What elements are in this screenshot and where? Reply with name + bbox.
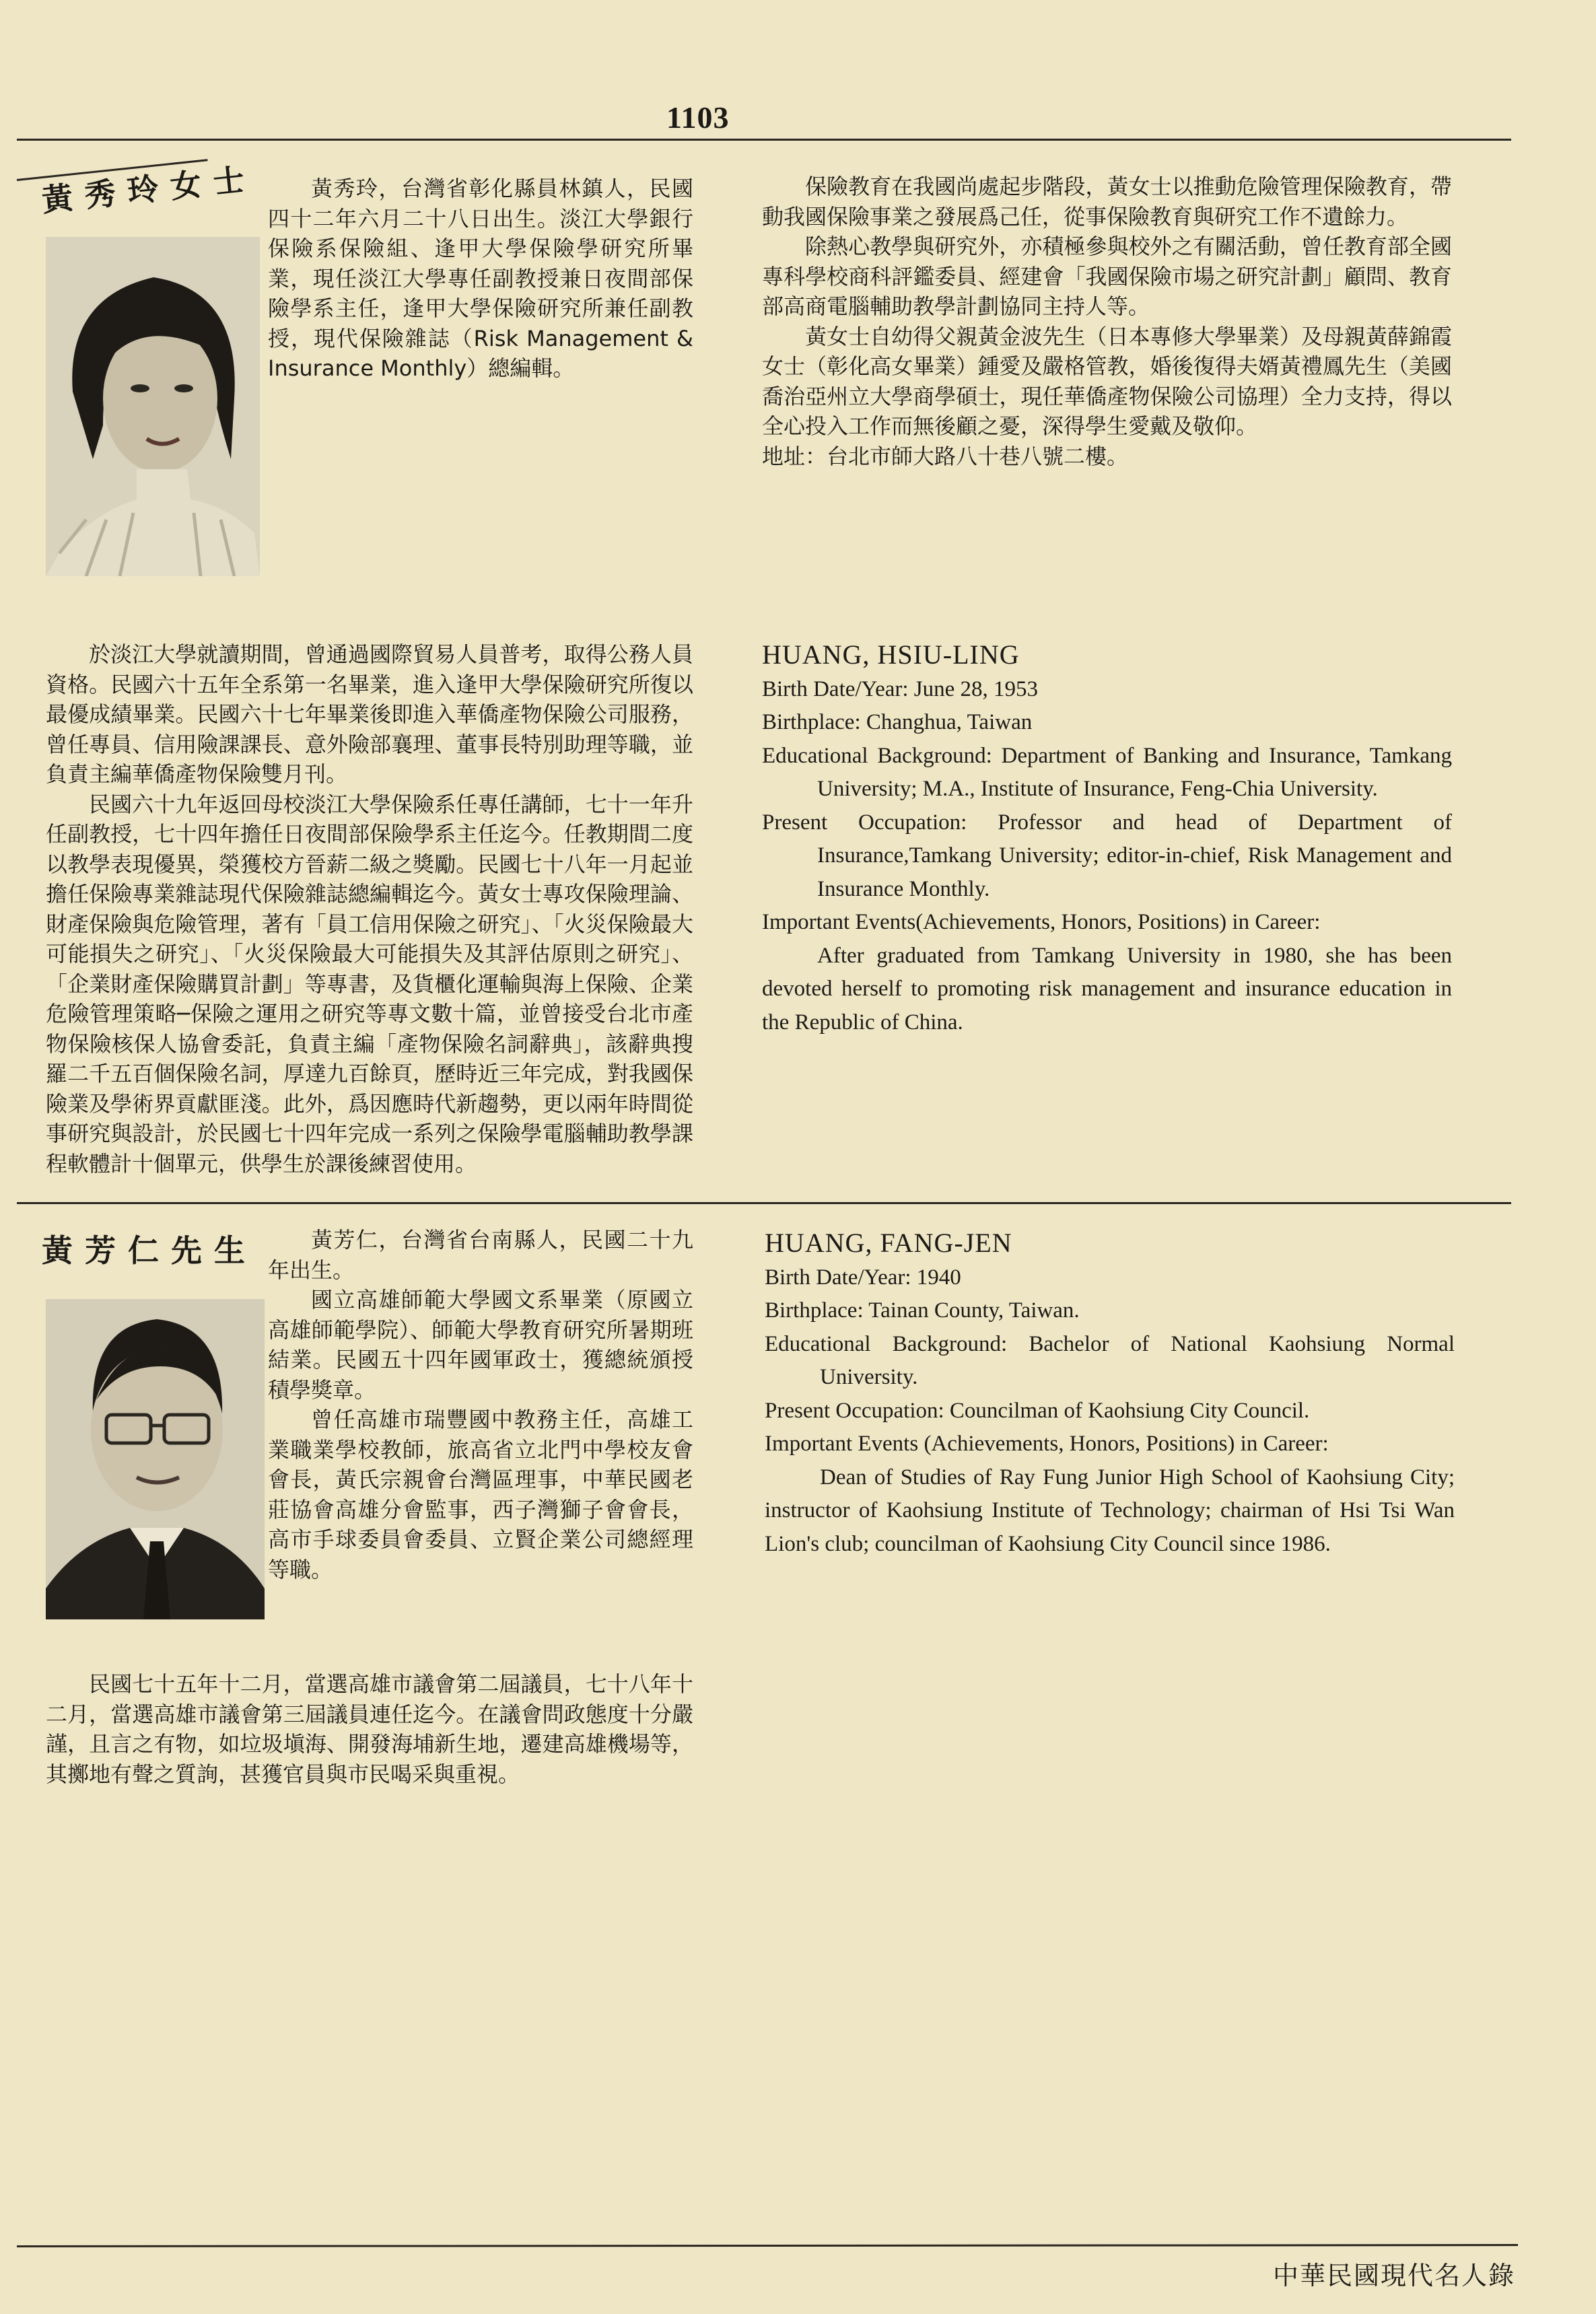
entry-1-birthplace: Birthplace: Changhua, Taiwan	[762, 710, 1033, 734]
page-number: 1103	[666, 100, 730, 135]
entry-1-zh-paragraph-3: 民國六十九年返回母校淡江大學保險系任專任講師，七十一年升任副教授，七十四年擔任日夜間部保險學系主任迄今。任教期間二度以教學表現優異，榮獲校方晉薪二級之獎勵。民國七十八年一月起並擔任保險專業雜誌現代保險雜誌總編輯迄今。黃女士專攻保險理論、財產保險與危險管理，著有「員工信用保險之研究」、「火災保險最大可能損失之研究」、「火災保險最大可能損失及其評估原則之研究」、「企業財產保險購買計劃」等專書，及貨櫃化運輸與海上保險、企業危險管理策略─保險之運用之研究等專文數十篇，並曾接受台北市產物保險核保人協會委託，負責主編「產物保險名詞辭典」，該辭典搜羅二千五百個保險名詞，厚達九百餘頁，歷時近三年完成，對我國保險業及學術界貢獻匪淺。此外，爲因應時代新趨勢，更以兩年時間從事研究與設計，於民國七十四年完成一系列之保險學電腦輔助教學課程軟體計十個單元，供學生於課後練習使用。	[46, 791, 693, 1177]
entry-2-events-label: Important Events (Achievements, Honors, Positions) in Career:	[765, 1432, 1329, 1456]
entry-2-english-name: HUANG, FANG-JEN	[765, 1228, 1012, 1258]
entry-1-zh-paragraph-5: 除熱心教學與研究外，亦積極參與校外之有關活動，曾任教育部全國專科學校商科評鑑委員、經建會「我國保險市場之研究計劃」顧問、教育部高商電腦輔助教學計劃協同主持人等。	[762, 234, 1452, 319]
entry-1-chinese-bio-top	[268, 174, 693, 384]
entry-1-chinese-bio-bottom	[46, 639, 693, 1179]
entry-2-portrait-photo	[46, 1299, 265, 1619]
entry-2-career-summary: Dean of Studies of Ray Fung Junior High School of Kaohsiung City; instructor of Kaohsiung Institute of Technology; chairman of Hsi Tsi Wan Lion's club; councilman of Kaohsiung City Council since 1986.	[765, 1465, 1455, 1556]
entry-2-birth-date: Birth Date/Year: 1940	[765, 1265, 961, 1290]
entry-2-zh-paragraph-3: 曾任高雄市瑞豐國中教務主任，高雄工業職業學校教師，旅高省立北門中學校友會會長，黃氏宗親會台灣區理事，中華民國老莊協會高雄分會監事，西子灣獅子會會長，高市手球委員會委員、立賢企業公司總經理等職。	[268, 1407, 693, 1582]
entry-2-zh-paragraph-4: 民國七十五年十二月，當選高雄市議會第二屆議員，七十八年十二月，當選高雄市議會第三屆議員連任迄今。在議會問政態度十分嚴謹，且言之有物，如垃圾塡海、開發海埔新生地，遷建高雄機場等，其擲地有聲之質詢，甚獲官員與市民喝采與重視。	[46, 1671, 693, 1787]
entry-1-english-profile	[762, 638, 1452, 1039]
entry-1-english-name: HUANG, HSIU-LING	[762, 639, 1020, 670]
entry-1-portrait-photo	[46, 237, 260, 576]
footer-rule	[17, 2244, 1518, 2247]
entry-1-chinese-name: 黃秀玲女士	[40, 160, 258, 219]
entry-2-chinese-name: 黃芳仁先生	[42, 1232, 257, 1269]
entry-1-events-label: Important Events(Achievements, Honors, Positions) in Career:	[762, 910, 1321, 934]
entry-1-zh-paragraph-1: 黃秀玲，台灣省彰化縣員林鎮人，民國四十二年六月二十八日出生。淡江大學銀行保險系保險組、逢甲大學保險學研究所畢業，現任淡江大學專任副教授兼日夜間部保險學系主任，逢甲大學保險研究所兼任副教授，現代保險雜誌（Risk Management & Insurance Monthly）總編輯。	[268, 176, 693, 381]
entry-2-chinese-bio-top	[268, 1225, 693, 1584]
header-rule	[17, 139, 1511, 141]
entry-1-occupation: Present Occupation: Professor and head of Department of Insurance,Tamkang University; editor-in-chief, Risk Management and Insurance Monthly.	[762, 810, 1452, 901]
entry-1-address: 地址：台北市師大路八十巷八號二樓。	[762, 443, 1129, 469]
entry-2-occupation: Present Occupation: Councilman of Kaohsiung City Council.	[765, 1398, 1310, 1423]
entry-1-education: Educational Background: Department of Banking and Insurance, Tamkang University; M.A., Institute of Insurance, Feng-Chia University.	[762, 743, 1452, 801]
entry-1-zh-paragraph-6: 黃女士自幼得父親黃金波先生（日本專修大學畢業）及母親黃薛錦霞女士（彰化高女畢業）鍾愛及嚴格管教，婚後復得夫婿黃禮鳳先生（美國喬治亞州立大學商學碩士，現任華僑產物保險公司協理）全力支持，得以全心投入工作而無後顧之憂，深得學生愛戴及敬仰。	[762, 323, 1452, 439]
entry-2-education: Educational Background: Bachelor of National Kaohsiung Normal University.	[765, 1331, 1455, 1389]
entry-2-chinese-bio-bottom	[46, 1669, 693, 1789]
entry-divider-rule	[17, 1202, 1511, 1204]
entry-1-zh-paragraph-2: 於淡江大學就讀期間，曾通過國際貿易人員普考，取得公務人員資格。民國六十五年全系第一名畢業，進入逢甲大學保險研究所復以最優成績畢業。民國六十七年畢業後即進入華僑產物保險公司服務，曾任專員、信用險課課長、意外險部襄理、董事長特別助理等職，並負責主編華僑產物保險雙月刊。	[46, 641, 693, 787]
entry-2-zh-paragraph-2: 國立高雄師範大學國文系畢業（原國立高雄師範學院）、師範大學教育研究所暑期班結業。民國五十四年國軍政士，獲總統頒授積學獎章。	[268, 1287, 693, 1403]
entry-1-chinese-bio-right	[762, 172, 1452, 471]
entry-1-zh-paragraph-4: 保險教育在我國尚處起步階段，黃女士以推動危險管理保險教育，帶動我國保險事業之發展爲己任，從事保險教育與研究工作不遺餘力。	[762, 174, 1452, 230]
entry-1-career-summary: After graduated from Tamkang University in 1980, she has been devoted herself to promoting risk management and insurance education in the Republic of China.	[762, 943, 1452, 1035]
book-title-footer: 中華民國現代名人錄	[1272, 2261, 1515, 2290]
entry-1-birth-date: Birth Date/Year: June 28, 1953	[762, 676, 1039, 701]
entry-2-birthplace: Birthplace: Tainan County, Taiwan.	[765, 1298, 1080, 1323]
entry-2-zh-paragraph-1: 黃芳仁，台灣省台南縣人，民國二十九年出生。	[268, 1227, 693, 1283]
entry-2-english-profile	[765, 1226, 1455, 1561]
